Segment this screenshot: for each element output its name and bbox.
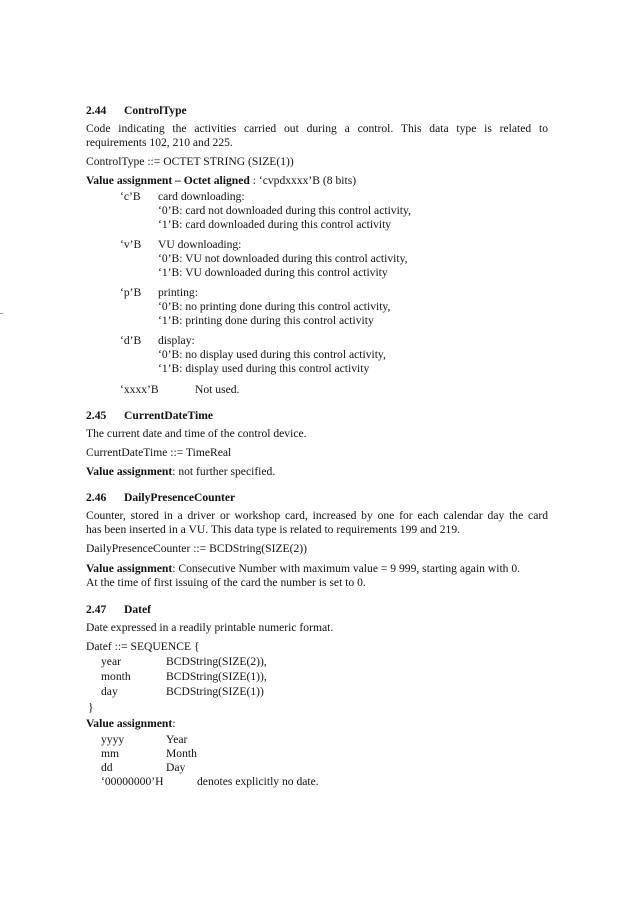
section-title: Datef xyxy=(124,603,152,616)
bit-label: Not used. xyxy=(195,383,240,396)
bit-label: printing: xyxy=(158,286,198,299)
section-heading-2-46 xyxy=(86,491,235,505)
scan-margin-mark xyxy=(0,313,3,314)
assignment-meaning: Year xyxy=(166,733,188,746)
section-heading-2-45 xyxy=(86,409,213,423)
field-name: month xyxy=(101,670,131,683)
section-title: DailyPresenceCounter xyxy=(124,491,236,504)
bit-code: ‘c’B xyxy=(120,190,141,203)
bit-value-1: ‘1’B: display used during this control activity xyxy=(158,362,370,375)
section-description-line: The current date and time of the control device. xyxy=(86,427,307,440)
bit-label: card downloading: xyxy=(158,190,245,203)
type-definition: ControlType ::= OCTET STRING (SIZE(1)) xyxy=(86,155,294,168)
section-description-line: Code indicating the activities carried out during a control. This data type is related to xyxy=(86,122,548,135)
bit-code: ‘d’B xyxy=(120,334,142,347)
section-heading-2-44 xyxy=(86,104,187,118)
field-name: day xyxy=(101,685,118,698)
bit-value-1: ‘1’B: VU downloaded during this control activity xyxy=(158,266,388,279)
section-number: 2.46 xyxy=(86,491,107,504)
section-description-line: Counter, stored in a driver or workshop card, increased by one for each calendar day the card xyxy=(86,509,548,522)
section-description-line: requirements 102, 210 and 225. xyxy=(86,136,233,149)
value-assignment xyxy=(86,562,520,576)
bit-code: ‘p’B xyxy=(120,286,142,299)
section-number: 2.47 xyxy=(86,603,107,616)
field-type: BCDString(SIZE(1)) xyxy=(166,685,264,698)
closing-brace: } xyxy=(88,701,94,714)
assignment-meaning: denotes explicitly no date. xyxy=(197,775,319,788)
bit-value-1: ‘1’B: card downloaded during this control activity xyxy=(158,218,392,231)
assignment-code: mm xyxy=(101,747,120,760)
bit-value-0: ‘0’B: no printing done during this control activity, xyxy=(158,300,391,313)
value-assignment xyxy=(86,465,275,479)
value-assignment-text: : ‘cvpdxxxx’B (8 bits) xyxy=(249,174,357,187)
assignment-code: dd xyxy=(101,761,113,774)
value-assignment-label: Value assignment xyxy=(86,465,173,478)
field-type: BCDString(SIZE(2)), xyxy=(166,655,267,668)
assignment-meaning: Day xyxy=(166,761,186,774)
assignment-meaning: Month xyxy=(166,747,197,760)
section-number: 2.44 xyxy=(86,104,107,117)
type-definition: DailyPresenceCounter ::= BCDString(SIZE(2)) xyxy=(86,542,307,555)
value-assignment xyxy=(86,717,175,731)
value-assignment-label: Value assignment – Octet aligned xyxy=(86,174,250,187)
bit-label: VU downloading: xyxy=(158,238,242,251)
assignment-code: ‘00000000’H xyxy=(101,775,164,788)
value-assignment-text: : Consecutive Number with maximum value = 9 999, starting again with 0. xyxy=(172,562,521,575)
bit-label: display: xyxy=(158,334,195,347)
value-assignment-text: : xyxy=(172,717,176,730)
bit-code: ‘v’B xyxy=(120,238,142,251)
field-name: year xyxy=(101,655,121,668)
bit-value-0: ‘0’B: VU not downloaded during this control activity, xyxy=(158,252,408,265)
section-description-line: has been inserted in a VU. This data type is related to requirements 199 and 219. xyxy=(86,523,461,536)
bit-value-0: ‘0’B: card not downloaded during this control activity, xyxy=(158,204,411,217)
type-definition: Datef ::= SEQUENCE { xyxy=(86,640,200,653)
bit-value-1: ‘1’B: printing done during this control activity xyxy=(158,314,374,327)
section-heading-2-47 xyxy=(86,603,151,617)
bit-code: ‘xxxx’B xyxy=(120,383,159,396)
bit-value-0: ‘0’B: no display used during this control activity, xyxy=(158,348,386,361)
value-assignment-text: : not further specified. xyxy=(172,465,276,478)
section-title: CurrentDateTime xyxy=(124,409,214,422)
value-assignment xyxy=(86,174,356,188)
section-number: 2.45 xyxy=(86,409,107,422)
field-type: BCDString(SIZE(1)), xyxy=(166,670,267,683)
value-assignment-label: Value assignment xyxy=(86,562,173,575)
value-assignment-label: Value assignment xyxy=(86,717,173,730)
section-description-line: Date expressed in a readily printable numeric format. xyxy=(86,621,334,634)
assignment-code: yyyy xyxy=(101,733,125,746)
value-assignment-continuation: At the time of first issuing of the card the number is set to 0. xyxy=(86,576,366,589)
type-definition: CurrentDateTime ::= TimeReal xyxy=(86,446,232,459)
section-title: ControlType xyxy=(124,104,187,117)
